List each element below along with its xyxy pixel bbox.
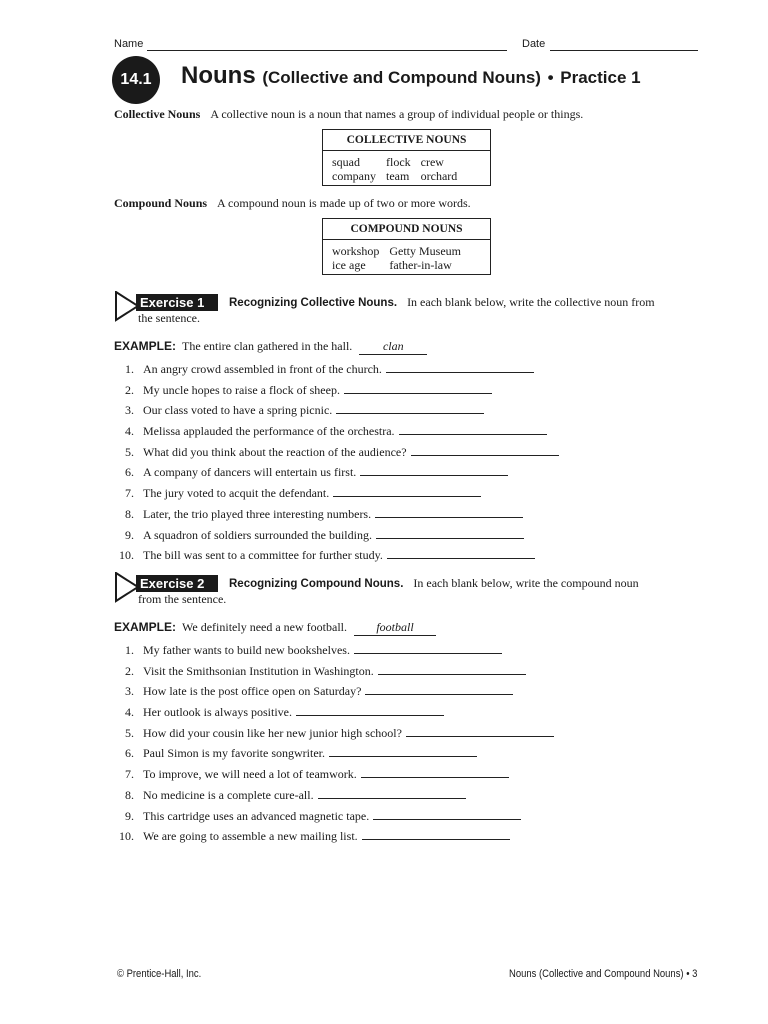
answer-blank[interactable] <box>360 463 508 476</box>
exercise-1-instruction <box>229 295 655 310</box>
item-sentence: A squadron of soldiers surrounded the building. <box>143 527 372 542</box>
compound-nouns-box <box>322 218 491 275</box>
item-sentence: What did you think about the reaction of the audience? <box>143 444 407 459</box>
collective-word: company <box>332 169 376 183</box>
example-label: EXAMPLE: <box>114 339 177 353</box>
list-item <box>114 765 704 786</box>
compound-text: A compound noun is made up of two or more words. <box>217 196 471 210</box>
list-item <box>114 422 704 443</box>
exercise-1-example <box>114 339 427 355</box>
answer-blank[interactable] <box>329 744 477 757</box>
answer-blank[interactable] <box>354 641 502 654</box>
collective-text: A collective noun is a noun that names a group of individual people or things. <box>210 107 584 121</box>
exercise-1-instruction-a: In each blank below, write the collective noun from <box>407 295 655 309</box>
title-separator: • <box>547 68 554 87</box>
answer-blank[interactable] <box>406 724 554 737</box>
item-sentence: No medicine is a complete cure-all. <box>143 787 314 802</box>
answer-blank[interactable] <box>318 786 466 799</box>
answer-blank[interactable] <box>361 765 509 778</box>
answer-blank[interactable] <box>376 526 524 539</box>
date-label: Date <box>522 38 546 50</box>
list-item <box>114 827 704 848</box>
item-number: 6. <box>125 746 134 761</box>
compound-word: ice age <box>332 258 366 272</box>
answer-blank[interactable] <box>387 546 535 559</box>
lesson-badge: 14.1 <box>112 56 160 104</box>
item-number: 9. <box>125 527 134 542</box>
exercise-2-header <box>114 572 704 608</box>
answer-blank[interactable] <box>373 807 521 820</box>
title-main: Nouns <box>181 62 256 89</box>
example-label: EXAMPLE: <box>114 620 177 634</box>
compound-box-title: COMPOUND NOUNS <box>323 219 490 240</box>
exercise-2-title: Recognizing Compound Nouns. <box>229 578 404 590</box>
compound-word: workshop <box>332 244 380 258</box>
item-number: 10. <box>119 829 134 844</box>
list-item <box>114 641 704 662</box>
item-number: 4. <box>125 424 134 439</box>
name-field[interactable] <box>147 50 507 51</box>
example-answer: clan <box>359 339 427 355</box>
footer-copyright: © Prentice-Hall, Inc. <box>117 968 202 980</box>
item-sentence: Our class voted to have a spring picnic. <box>143 403 333 418</box>
collective-word: team <box>386 169 410 183</box>
answer-blank[interactable] <box>296 703 444 716</box>
item-sentence: Her outlook is always positive. <box>143 705 292 720</box>
item-number: 6. <box>125 465 134 480</box>
item-sentence: How did your cousin like her new junior high school? <box>143 725 402 740</box>
collective-word: squad <box>332 155 360 169</box>
exercise-2-example <box>114 620 436 636</box>
item-sentence: A company of dancers will entertain us first. <box>143 465 357 480</box>
item-number: 2. <box>125 382 134 397</box>
exercise-1-instruction-b: the sentence. <box>138 311 200 325</box>
item-sentence: Paul Simon is my favorite songwriter. <box>143 746 325 761</box>
item-sentence: Later, the trio played three interesting numbers. <box>143 506 372 521</box>
collective-word: orchard <box>420 169 458 183</box>
exercise-2-label: Exercise 2 <box>136 575 218 592</box>
example-sentence: The entire clan gathered in the hall. <box>182 339 353 353</box>
item-number: 1. <box>125 643 134 657</box>
answer-blank[interactable] <box>344 381 492 394</box>
list-item <box>114 360 704 381</box>
compound-box-table <box>332 244 471 272</box>
answer-blank[interactable] <box>375 505 523 518</box>
item-number: 8. <box>125 787 134 802</box>
exercise-1-items <box>114 360 704 567</box>
item-number: 8. <box>125 506 134 521</box>
item-number: 9. <box>125 808 134 823</box>
name-label: Name <box>114 38 144 50</box>
date-field[interactable] <box>550 50 698 51</box>
collective-term: Collective Nouns <box>114 107 201 121</box>
list-item <box>114 724 704 745</box>
title-practice: Practice 1 <box>560 68 641 87</box>
list-item <box>114 484 704 505</box>
exercise-2-instruction <box>229 576 639 591</box>
item-sentence: Visit the Smithsonian Institution in Washington. <box>143 663 374 678</box>
answer-blank[interactable] <box>411 443 559 456</box>
collective-box-title: COLLECTIVE NOUNS <box>323 130 490 151</box>
item-sentence: This cartridge uses an advanced magnetic tape. <box>143 808 370 823</box>
list-item <box>114 807 704 828</box>
list-item <box>114 505 704 526</box>
answer-blank[interactable] <box>378 662 526 675</box>
exercise-1-header <box>114 291 704 327</box>
compound-term: Compound Nouns <box>114 196 208 210</box>
item-number: 10. <box>119 548 134 563</box>
item-number: 3. <box>125 403 134 418</box>
exercise-1-label: Exercise 1 <box>136 294 218 311</box>
list-item <box>114 401 704 422</box>
item-number: 7. <box>125 767 134 782</box>
item-number: 2. <box>125 663 134 678</box>
title-sub: (Collective and Compound Nouns) <box>262 68 541 87</box>
example-sentence: We definitely need a new football. <box>182 620 347 634</box>
item-sentence: My father wants to build new bookshelves. <box>143 643 350 657</box>
list-item <box>114 682 704 703</box>
collective-definition <box>114 107 583 122</box>
item-number: 5. <box>125 725 134 740</box>
item-number: 4. <box>125 705 134 720</box>
collective-word: crew <box>420 155 444 169</box>
collective-word: flock <box>386 155 411 169</box>
item-number: 7. <box>125 486 134 501</box>
list-item <box>114 463 704 484</box>
answer-blank[interactable] <box>362 827 510 840</box>
exercise-2-instruction-b: from the sentence. <box>138 592 227 606</box>
name-date-row <box>114 38 700 54</box>
item-sentence: How late is the post office open on Saturday? <box>143 684 362 699</box>
list-item <box>114 786 704 807</box>
answer-blank[interactable] <box>336 401 484 414</box>
example-answer: football <box>354 620 436 636</box>
answer-blank[interactable] <box>399 422 547 435</box>
collective-box-table <box>332 155 467 183</box>
item-number: 5. <box>125 444 134 459</box>
compound-definition <box>114 196 471 211</box>
item-sentence: Melissa applauded the performance of the orchestra. <box>143 424 395 439</box>
item-number: 3. <box>125 684 134 699</box>
page-title <box>181 62 641 90</box>
list-item <box>114 546 704 567</box>
list-item <box>114 662 704 683</box>
item-sentence: The bill was sent to a committee for further study. <box>143 548 383 563</box>
item-number: 1. <box>125 362 134 376</box>
exercise-1-title: Recognizing Collective Nouns. <box>229 297 398 309</box>
answer-blank[interactable] <box>386 360 534 373</box>
list-item <box>114 526 704 547</box>
list-item <box>114 703 704 724</box>
answer-blank[interactable] <box>333 484 481 497</box>
item-sentence: My uncle hopes to raise a flock of sheep. <box>143 382 340 397</box>
footer-page-label: Nouns (Collective and Compound Nouns) • 3 <box>509 968 698 980</box>
item-sentence: The jury voted to acquit the defendant. <box>143 486 330 501</box>
item-sentence: To improve, we will need a lot of teamwork. <box>143 767 357 782</box>
list-item <box>114 443 704 464</box>
list-item <box>114 744 704 765</box>
answer-blank[interactable] <box>365 682 513 695</box>
list-item <box>114 381 704 402</box>
compound-word: father-in-law <box>389 258 452 272</box>
item-sentence: We are going to assemble a new mailing list. <box>143 829 358 844</box>
exercise-2-items <box>114 641 704 848</box>
collective-nouns-box <box>322 129 491 186</box>
compound-word: Getty Museum <box>389 244 462 258</box>
item-sentence: An angry crowd assembled in front of the church. <box>143 362 382 376</box>
exercise-2-instruction-a: In each blank below, write the compound noun <box>413 576 639 590</box>
